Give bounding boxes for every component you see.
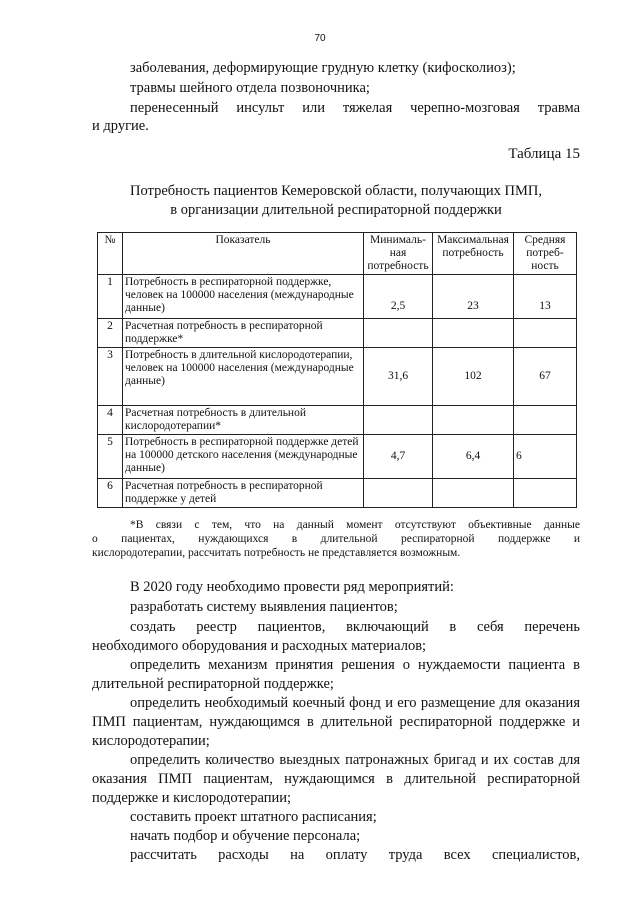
row-avg [514, 319, 577, 348]
table-footnote [92, 518, 580, 560]
table-row [98, 406, 577, 435]
table-label: Таблица 15 [508, 146, 580, 162]
row-max [433, 479, 514, 508]
row-min: 2,5 [364, 275, 433, 319]
table-row [98, 319, 577, 348]
caption-line: Потребность пациентов Кемеровской области, получающих ПМП, [130, 183, 542, 199]
intro-line: и другие. [92, 118, 149, 134]
row-max: 23 [433, 275, 514, 319]
row-indicator: Потребность в длительной кислородотерапии, человек на 100000 населения (международные данные) [123, 348, 364, 406]
table-row [98, 348, 577, 406]
paragraph: определить необходимый коечный фонд и его размещение для оказания ПМП пациентам, нуждающимся в длительной респираторной поддержке и кислородотерапии; [92, 695, 580, 749]
page-number: 70 [314, 33, 326, 44]
paragraph: определить механизм принятия решения о нуждаемости пациента в длительной респираторной поддержке; [92, 657, 580, 692]
row-max [433, 319, 514, 348]
intro-line: травмы шейного отдела позвоночника; [130, 80, 370, 96]
paragraph: разработать систему выявления пациентов; [130, 599, 398, 615]
row-max [433, 406, 514, 435]
footnote-line: о пациентах, нуждающихся в длительной респираторной поддержке и [92, 533, 580, 545]
row-min: 4,7 [364, 435, 433, 479]
row-avg: 6 [514, 435, 577, 479]
row-avg [514, 406, 577, 435]
row-num: 3 [98, 348, 123, 406]
row-indicator: Расчетная потребность в респираторной поддержке* [123, 319, 364, 348]
needs-table [97, 232, 577, 508]
row-indicator: Потребность в респираторной поддержке, человек на 100000 населения (международные данные) [123, 275, 364, 319]
row-max: 6,4 [433, 435, 514, 479]
header-num: № [98, 233, 123, 275]
table-row [98, 435, 577, 479]
footnote-line: кислородотерапии, рассчитать потребность не представляется возможным. [92, 547, 461, 559]
header-avg: Средняя потреб-ность [514, 233, 577, 275]
row-min [364, 479, 433, 508]
row-num: 5 [98, 435, 123, 479]
row-num: 6 [98, 479, 123, 508]
paragraph: необходимого оборудования и расходных материалов; [92, 638, 427, 654]
table-row [98, 479, 577, 508]
paragraph: определить количество выездных патронажных бригад и их состав для оказания ПМП пациентам, нуждающимся в длительной респираторной поддержке и кислородотерапии; [92, 752, 580, 806]
row-indicator: Расчетная потребность в респираторной поддержке у детей [123, 479, 364, 508]
header-min: Минималь-ная потребность [364, 233, 433, 275]
row-num: 2 [98, 319, 123, 348]
footnote-line: *В связи с тем, что на данный момент отсутствуют объективные данные [130, 519, 580, 531]
row-indicator: Потребность в респираторной поддержке детей на 100000 детского населения (международные данные) [123, 435, 364, 479]
table-row [98, 275, 577, 319]
intro-line: заболевания, деформирующие грудную клетку (кифосколиоз); [130, 60, 516, 76]
intro-line: перенесенный инсульт или тяжелая черепно-мозговая травма [130, 100, 580, 116]
row-avg: 13 [514, 275, 577, 319]
row-avg [514, 479, 577, 508]
paragraph: рассчитать расходы на оплату труда всех специалистов, [130, 847, 580, 863]
row-max: 102 [433, 348, 514, 406]
paragraph: В 2020 году необходимо провести ряд мероприятий: [130, 579, 454, 595]
paragraph: создать реестр пациентов, включающий в себя перечень [130, 619, 580, 635]
caption-line: в организации длительной респираторной поддержки [170, 202, 502, 218]
row-min [364, 319, 433, 348]
row-indicator: Расчетная потребность в длительной кислородотерапии* [123, 406, 364, 435]
paragraph: составить проект штатного расписания; [130, 809, 377, 825]
header-indicator: Показатель [123, 233, 364, 275]
paragraph: начать подбор и обучение персонала; [130, 828, 361, 844]
table-caption [92, 182, 580, 220]
row-num: 4 [98, 406, 123, 435]
row-avg: 67 [514, 348, 577, 406]
row-num: 1 [98, 275, 123, 319]
header-max: Максимальная потребность [433, 233, 514, 275]
row-min: 31,6 [364, 348, 433, 406]
table-header-row [98, 233, 577, 275]
row-min [364, 406, 433, 435]
